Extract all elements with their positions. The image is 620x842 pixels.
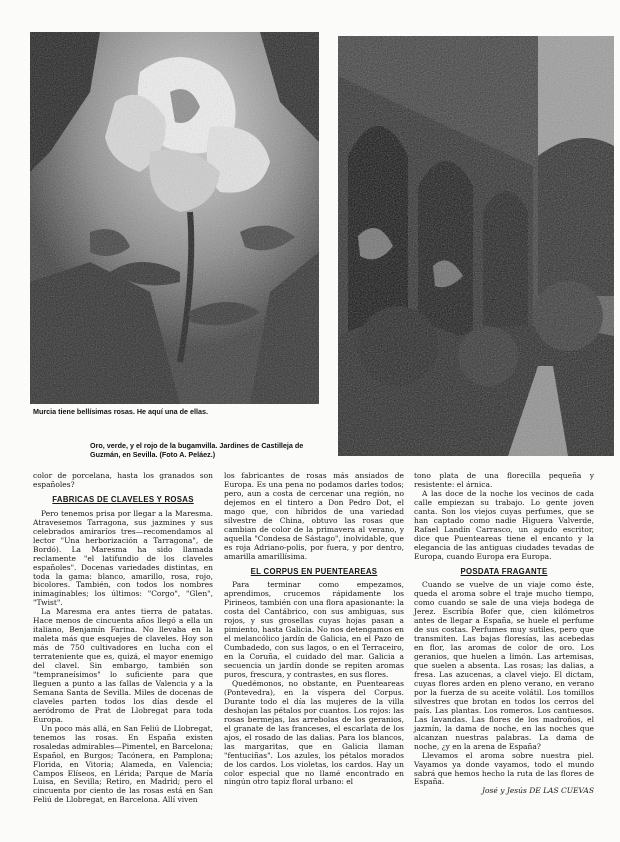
left-photo-caption: Murcia tiene bellísimas rosas. He aquí una de ellas. <box>33 407 208 416</box>
article-column-2 <box>224 472 404 787</box>
heading-posdata: POSDATA FRAGANTE <box>460 566 548 576</box>
rose-photo <box>30 32 319 404</box>
col1-paragraph-1: Pero tenemos prisa por llegar a la Maresma. Atravesemos Tarragona, sus jazmines y sus celebrados amiraríos tres—recomendamos al lector "Una herborización a Tarragona", de Bordó). La Maresma ha sido llamada reclamente "el latifundio de los claveles españoles". Docenas variedades distintas, en toda la gama: blanco, amarillo, rosa, rojo, bicolores. También, con todos los nombres inimaginables; los últimos: "Corgo", "Glen", "Twist". <box>33 508 213 608</box>
col3-intro: tono plata de una florecilla pequeña y resistente: el árnica. <box>414 471 594 489</box>
col3-paragraph-1: Cuando se vuelve de un viaje como éste, queda el aroma sobre el traje mucho tiempo, como cuando se sale de una vieja bodega de Jerez. Escribía Bofer que, cien kilómetros antes de llegar a España, se huele el perfume de sus costas. Perfumes muy sutiles, pero que transmiten. Las bajas floresías, las acebedas en flor, las aromas de color de oro. Los geranios, que huelen a limón. Las artemisas, que suelen a absenta. Las rosas; las dalias, a fresa. Las azucenas, a clavel viejo. El dictam, cuyas flores arden en pleno verano, en verano por la fuerza de su aceite volátil. Los tomillos silvestres que brotan en todos los cerros del país. Las plantas. Los romeros. Los cantuesos. Las lavandas. Las flores de los madroños, el jazmín, la dama de noche, en las noches que alcanzan nuestras palabras. La dama de noche, ¿y en la arena de España? <box>414 580 594 751</box>
arches-garden-photo <box>338 36 614 456</box>
col2-intro: los fabricantes de rosas más ansiados de Europa. Es una pena no podamos darles todos; pero, aun a costa de cercenar una región, no dejemos en el tintero a Don Pedro Dot, el mago que, con híbridos de una variedad silvestre de China, obtuvo las rosas que cambian de color de la primavera al verano, y aquella "Condesa de Sástago", inolvidable, que es roja Adriano-polis, por fuera, y por dentro, amarilla amarillísima. <box>224 471 404 561</box>
rose-photo-image <box>30 32 319 404</box>
col2-paragraph-1: Para terminar como empezamos, aprendimos, crucemos rápidamente los Pirineos, también con una flora apasionante: la costa del Cantábrico, con sus ambiguas, sus rojos, y sus grosellas cuyas hojas pasan a pimiento, hasta Galicia. No nos detengamos en el melancólico jardín de Galicia, en el Pazo de Cumbadedo, con sus lagos, o en el Terraceiro, en la Coruña, el cuidado del mar. Galicia a secuencia un jardín donde se repiten aromas puros, frescura, y contrastes, en sus flores. <box>224 580 404 680</box>
col1-paragraph-3: Un poco más allá, en San Feliú de Llobregat, tenemos las rosas. En España existen rosaledas admirables—Pimentel, en Barcelona; Español, en Burgos; Tacónera, en Pamplona; Florida, en Vitoria; Alameda, en Valencia; Campos Elíseos, en Lérida; Parque de María Luisa, en Sevilla; Retiro, en Madrid; pero el cincuenta por ciento de las rosas está en San Feliú de Llobregat, en Barcelona. Allí viven <box>33 723 213 805</box>
article-column-1 <box>33 472 213 805</box>
col3-paragraph-0: A las doce de la noche los vecinos de cada calle empiezan su trabajo. Lo gente joven canta. Son los viejos cuyas perfumes, que se han captado como nadie Higuera Valverde, Rafael Landín Carrasco, un agudo escritor, dice que Puenteareas tiene el encanto y la elegancia de las antiguas ciudades tevadas de Europa, cuando Europa era Europa. <box>414 488 594 561</box>
author-signature: José y Jesús DE LAS CUEVAS <box>482 786 594 796</box>
col1-intro: color de porcelana, hasta los granados son españoles? <box>33 471 213 489</box>
article-column-3 <box>414 472 594 796</box>
arches-garden-photo-image <box>338 36 614 456</box>
heading-corpus: EL CORPUS EN PUENTEAREAS <box>250 566 378 576</box>
col3-paragraph-2: Llevamos el aroma sobre nuestra piel. Vayamos ya donde vayamos, todo el mundo sabrá que hemos hecho la ruta de las flores de España. <box>414 750 594 787</box>
heading-fabricas: FABRICAS DE CLAVELES Y ROSAS <box>52 494 194 504</box>
col2-paragraph-2: Quedémonos, no obstante, en Puenteareas (Pontevedra), en la víspera del Corpus. Durante todo el día las mujeres de la villa deshojan las pétalos por cuantos. Los rojos: las rosas bermejas, las arrebolas de los geranios, el granate de las franceses, el escarlata de los ajos, el rosado de las dalias. Para los blancos, las margaritas, que en Galicia llaman "fentuciñas". Los azules, los pétalos morados de los cardos. Los violetas, los cardos. Hay un color especial que no llamé encontrado en ningún otro tapiz floral urbano: el <box>224 678 404 787</box>
col1-paragraph-2: La Maresma era antes tierra de patatas. Hace menos de cincuenta años llegó a ella un italiano, Benjamín Farina. No llevaba en la maleta más que esquejes de claveles. Hoy son más de 750 cultivadores en lucha con el terrateniente que es, quizá, el mayor enemigo del clavel. Sin embargo, también son "tempraneísimos" lo suficiente para que lleguen a punto a las fallas de Valencia y a la Semana Santa de Sevilla. Miles de docenas de claveles parten todos los días desde el aeródromo de Prat de Llobregat para toda Europa. <box>33 607 213 724</box>
right-photo-caption: Oro, verde, y el rojo de la bugamvilla. Jardines de Castilleja de Guzmán, en Sevilla. (Foto A. Peláez.) <box>90 441 304 459</box>
